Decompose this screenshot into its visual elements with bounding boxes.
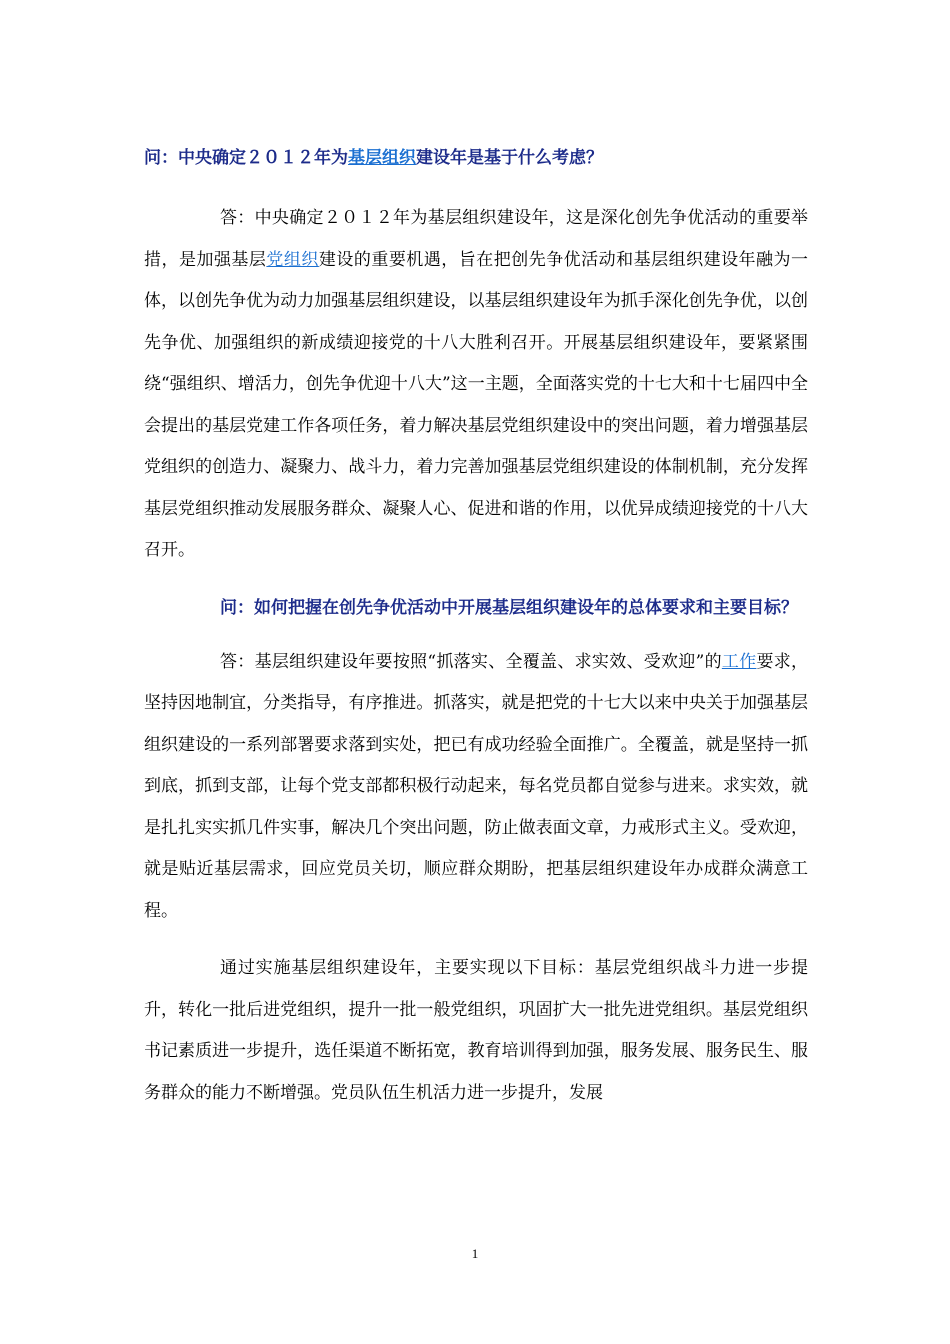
answer-1 xyxy=(144,198,808,572)
link-gongzuo[interactable]: 工作 xyxy=(721,651,757,672)
link-dang-zuzhi[interactable]: 党组织 xyxy=(266,249,319,270)
answer-2 xyxy=(144,642,808,933)
answer-1-text-pre: 答：中央确定２０１２年为基层组织建设年，这是深化创先争优活动的重要举措，是加强基层 xyxy=(144,208,808,270)
answer-2-text-pre: 答：基层组织建设年要按照“抓落实、全覆盖、求实效、受欢迎”的 xyxy=(220,651,722,672)
answer-2-text-post: 要求，坚持因地制宜，分类指导，有序推进。抓落实，就是把党的十七大以来中央关于加强基层组织建设的一系列部署要求落到实处，把已有成功经验全面推广。全覆盖，就是坚持一抓到底，抓到支部，让每个党支部都积极行动起来，每名党员都自觉参与进来。求实效，就是扎扎实实抓几件实事，解决几个突出问题，防止做表面文章，力戒形式主义。受欢迎，就是贴近基层需求，回应党员关切，顺应群众期盼，把基层组织建设年办成群众满意工程。 xyxy=(144,651,809,921)
answer-1-text-post: 建设的重要机遇，旨在把创先争优活动和基层组织建设年融为一体，以创先争优为动力加强基层组织建设，以基层组织建设年为抓手深化创先争优，以创先争优、加强组织的新成绩迎接党的十八大胜利召开。开展基层组织建设年，要紧紧围绕“强组织、增活力，创先争优迎十八大”这一主题，全面落实党的十七大和十七届四中全会提出的基层党建工作各项任务，着力解决基层党组织建设中的突出问题，着力增强基层党组织的创造力、凝聚力、战斗力，着力完善加强基层党组织建设的体制机制，充分发挥基层党组织推动发展服务群众、凝聚人心、促进和谐的作用，以优异成绩迎接党的十八大召开。 xyxy=(144,249,809,560)
document-body xyxy=(144,138,808,1114)
answer-3: 通过实施基层组织建设年，主要实现以下目标：基层党组织战斗力进一步提升，转化一批后进党组织，提升一批一般党组织，巩固扩大一批先进党组织。基层党组织书记素质进一步提升，选任渠道不断拓宽，教育培训得到加强，服务发展、服务民生、服务群众的能力不断增强。党员队伍生机活力进一步提升，发展 xyxy=(144,958,808,1103)
link-jiceng-zuzhi[interactable]: 基层组织 xyxy=(348,148,416,168)
question-1-text-pre: 问：中央确定２０１２年为 xyxy=(144,148,348,168)
page-number: 1 xyxy=(471,1246,479,1261)
question-2: 问：如何把握在创先争优活动中开展基层组织建设年的总体要求和主要目标？ xyxy=(220,597,798,618)
question-1-text-post: 建设年是基于什么考虑？ xyxy=(416,148,603,168)
question-1 xyxy=(144,138,808,178)
